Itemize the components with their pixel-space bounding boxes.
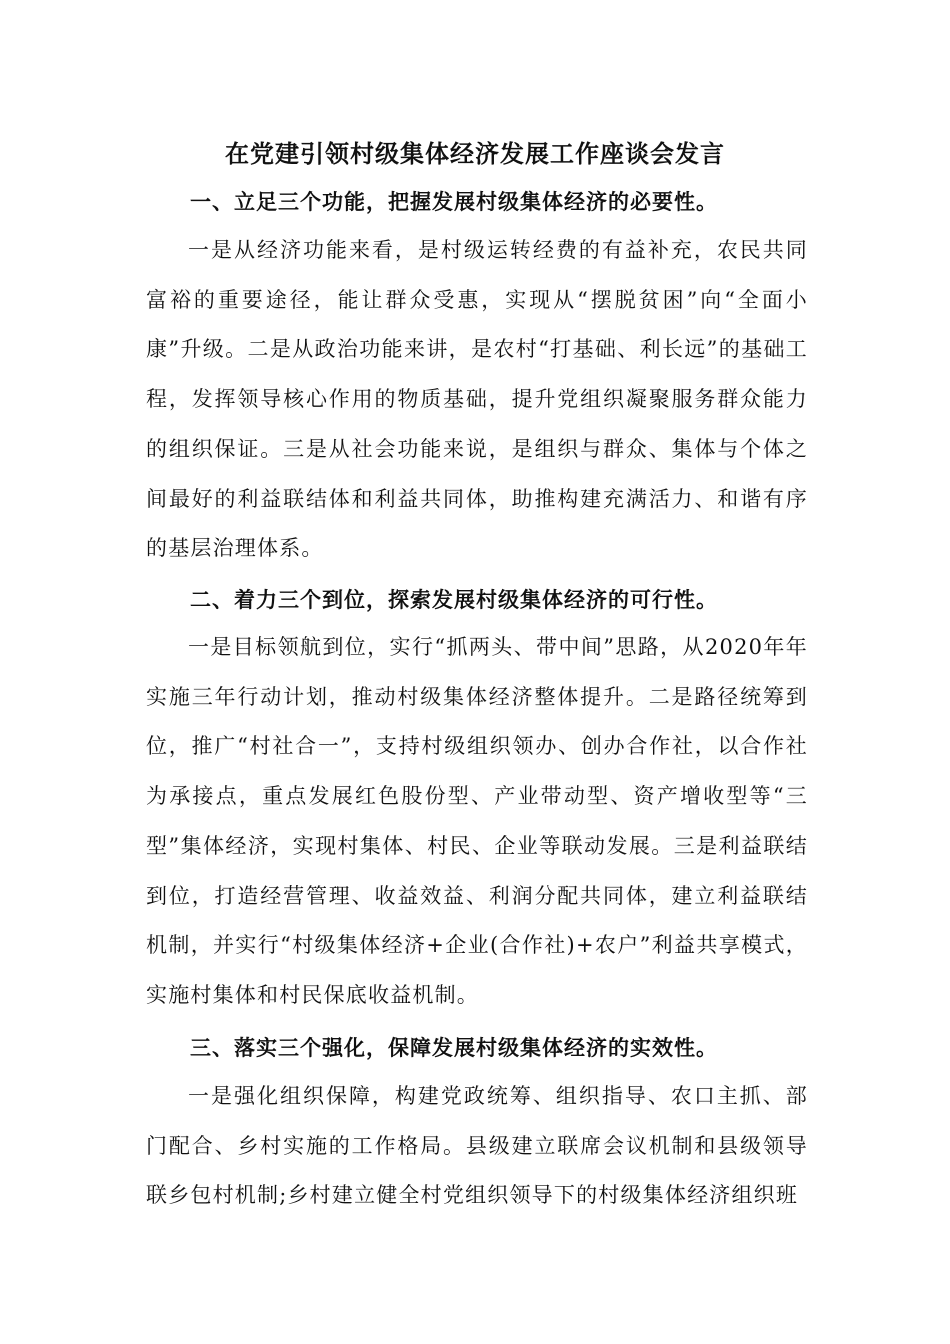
section-paragraph-1: 一是从经济功能来看，是村级运转经费的有益补充，农民共同富裕的重要途径，能让群众受惠，实现从“摆脱贫困”向“全面小康”升级。二是从政治功能来讲，是农村“打基础、利长远”的基础工程，发挥领导核心作用的物质基础，提升党组织凝聚服务群众能力的组织保证。三是从社会功能来说，是组织与群众、集体与个体之间最好的利益联结体和利益共同体，助推构建充满活力、和谐有序的基层治理体系。 [146,238,808,561]
section-paragraph-3: 一是强化组织保障，构建党政统筹、组织指导、农口主抓、部门配合、乡村实施的工作格局。县级建立联席会议机制和县级领导联乡包村机制;乡村建立健全村党组织领导下的村级集体经济组织班 [146,1084,808,1208]
document-title: 在党建引领村级集体经济发展工作座谈会发言 [225,139,725,168]
section-heading-3: 三、落实三个强化，保障发展村级集体经济的实效性。 [190,1035,718,1060]
section-paragraph-2: 一是目标领航到位，实行“抓两头、带中间”思路，从2020年年实施三年行动计划，推动村级集体经济整体提升。二是路径统筹到位，推广“村社合一”，支持村级组织领办、创办合作社，以合作社为承接点，重点发展红色股份型、产业带动型、资产增收型等“三型”集体经济，实现村集体、村民、企业等联动发展。三是利益联结到位，打造经营管理、收益效益、利润分配共同体，建立利益联结机制，并实行“村级集体经济+企业(合作社)+农户”利益共享模式，实施村集体和村民保底收益机制。 [146,635,808,1007]
section-heading-1: 一、立足三个功能，把握发展村级集体经济的必要性。 [190,189,718,214]
section-heading-2: 二、着力三个到位，探索发展村级集体经济的可行性。 [190,587,718,612]
